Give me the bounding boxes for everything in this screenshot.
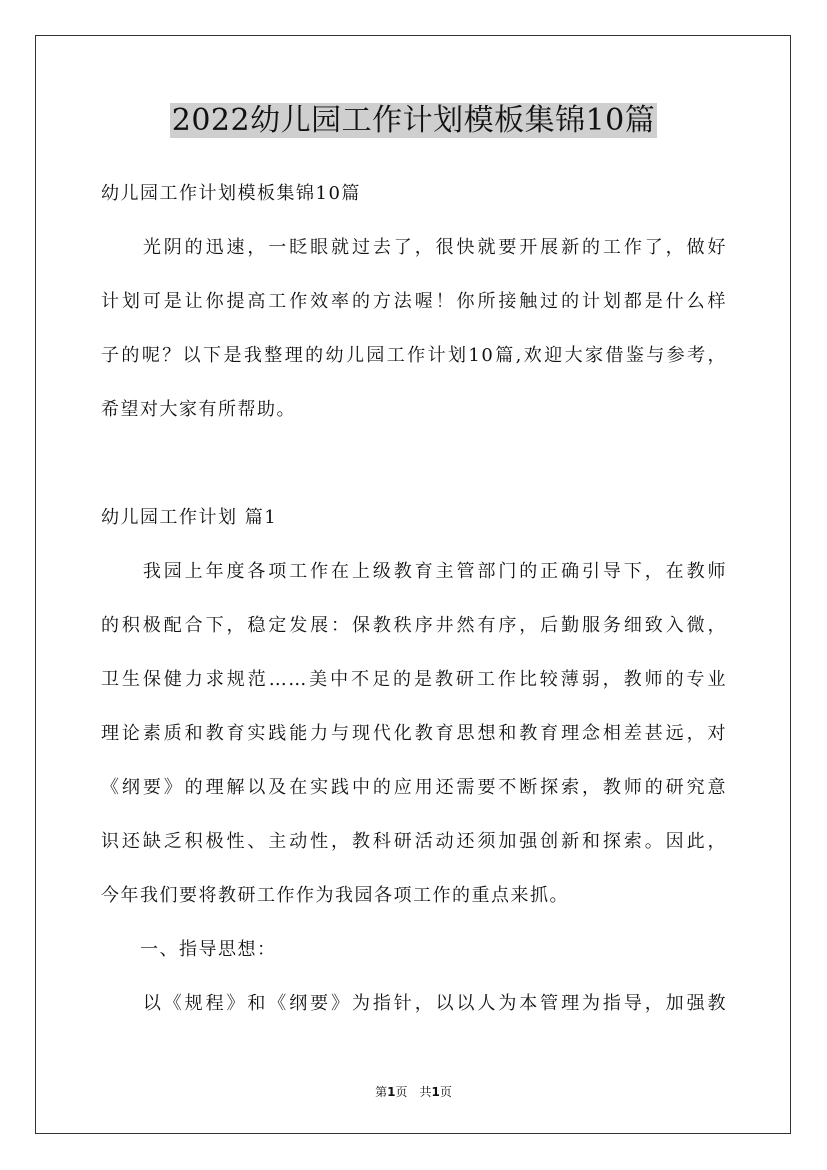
text-line: 今年我们要将教研工作作为我园各项工作的重点来抓。 [101,885,569,906]
footer-suffix: 页 [439,1085,452,1099]
text-line: 的积极配合下，稳定发展：保教秩序井然有序，后勤服务细致入微， [101,615,727,636]
page-footer [0,1084,827,1100]
text-line: 以《规程》和《纲要》为指针，以以人为本管理为指导，加强教 [101,993,727,1014]
text-line: 识还缺乏积极性、主动性，教科研活动还须加强创新和探索。因此， [101,831,727,852]
subsection-heading: 一、指导思想： [101,939,277,960]
text-line: 卫生保健力求规范……美中不足的是教研工作比较薄弱，教师的专业 [101,669,727,690]
text-line: 理论素质和教育实践能力与现代化教育思想和教育理念相差甚远，对 [101,723,727,744]
text-line: 光阴的迅速，一眨眼就过去了，很快就要开展新的工作了，做好 [101,237,727,258]
text-line: 我园上年度各项工作在上级教育主管部门的正确引导下，在教师 [101,561,727,582]
section-heading: 幼儿园工作计划 篇1 [101,507,278,528]
text-line: 希望对大家有所帮助。 [101,399,296,420]
text-line: 《纲要》的理解以及在实践中的应用还需要不断探索，教师的研究意 [101,777,727,798]
footer-total-pages: 1 [431,1085,440,1099]
text-line: 子的呢？以下是我整理的幼儿园工作计划10篇,欢迎大家借鉴与参考， [101,345,727,366]
footer-page-number: 1 [387,1085,396,1099]
text-line: 计划可是让你提高工作效率的方法喔！你所接触过的计划都是什么样 [101,291,727,312]
subtitle-line: 幼儿园工作计划模板集锦10篇 [101,183,361,204]
footer-mid: 页 共 [395,1085,432,1099]
footer-prefix: 第 [375,1085,388,1099]
document-title: 2022幼儿园工作计划模板集锦10篇 [171,103,656,138]
